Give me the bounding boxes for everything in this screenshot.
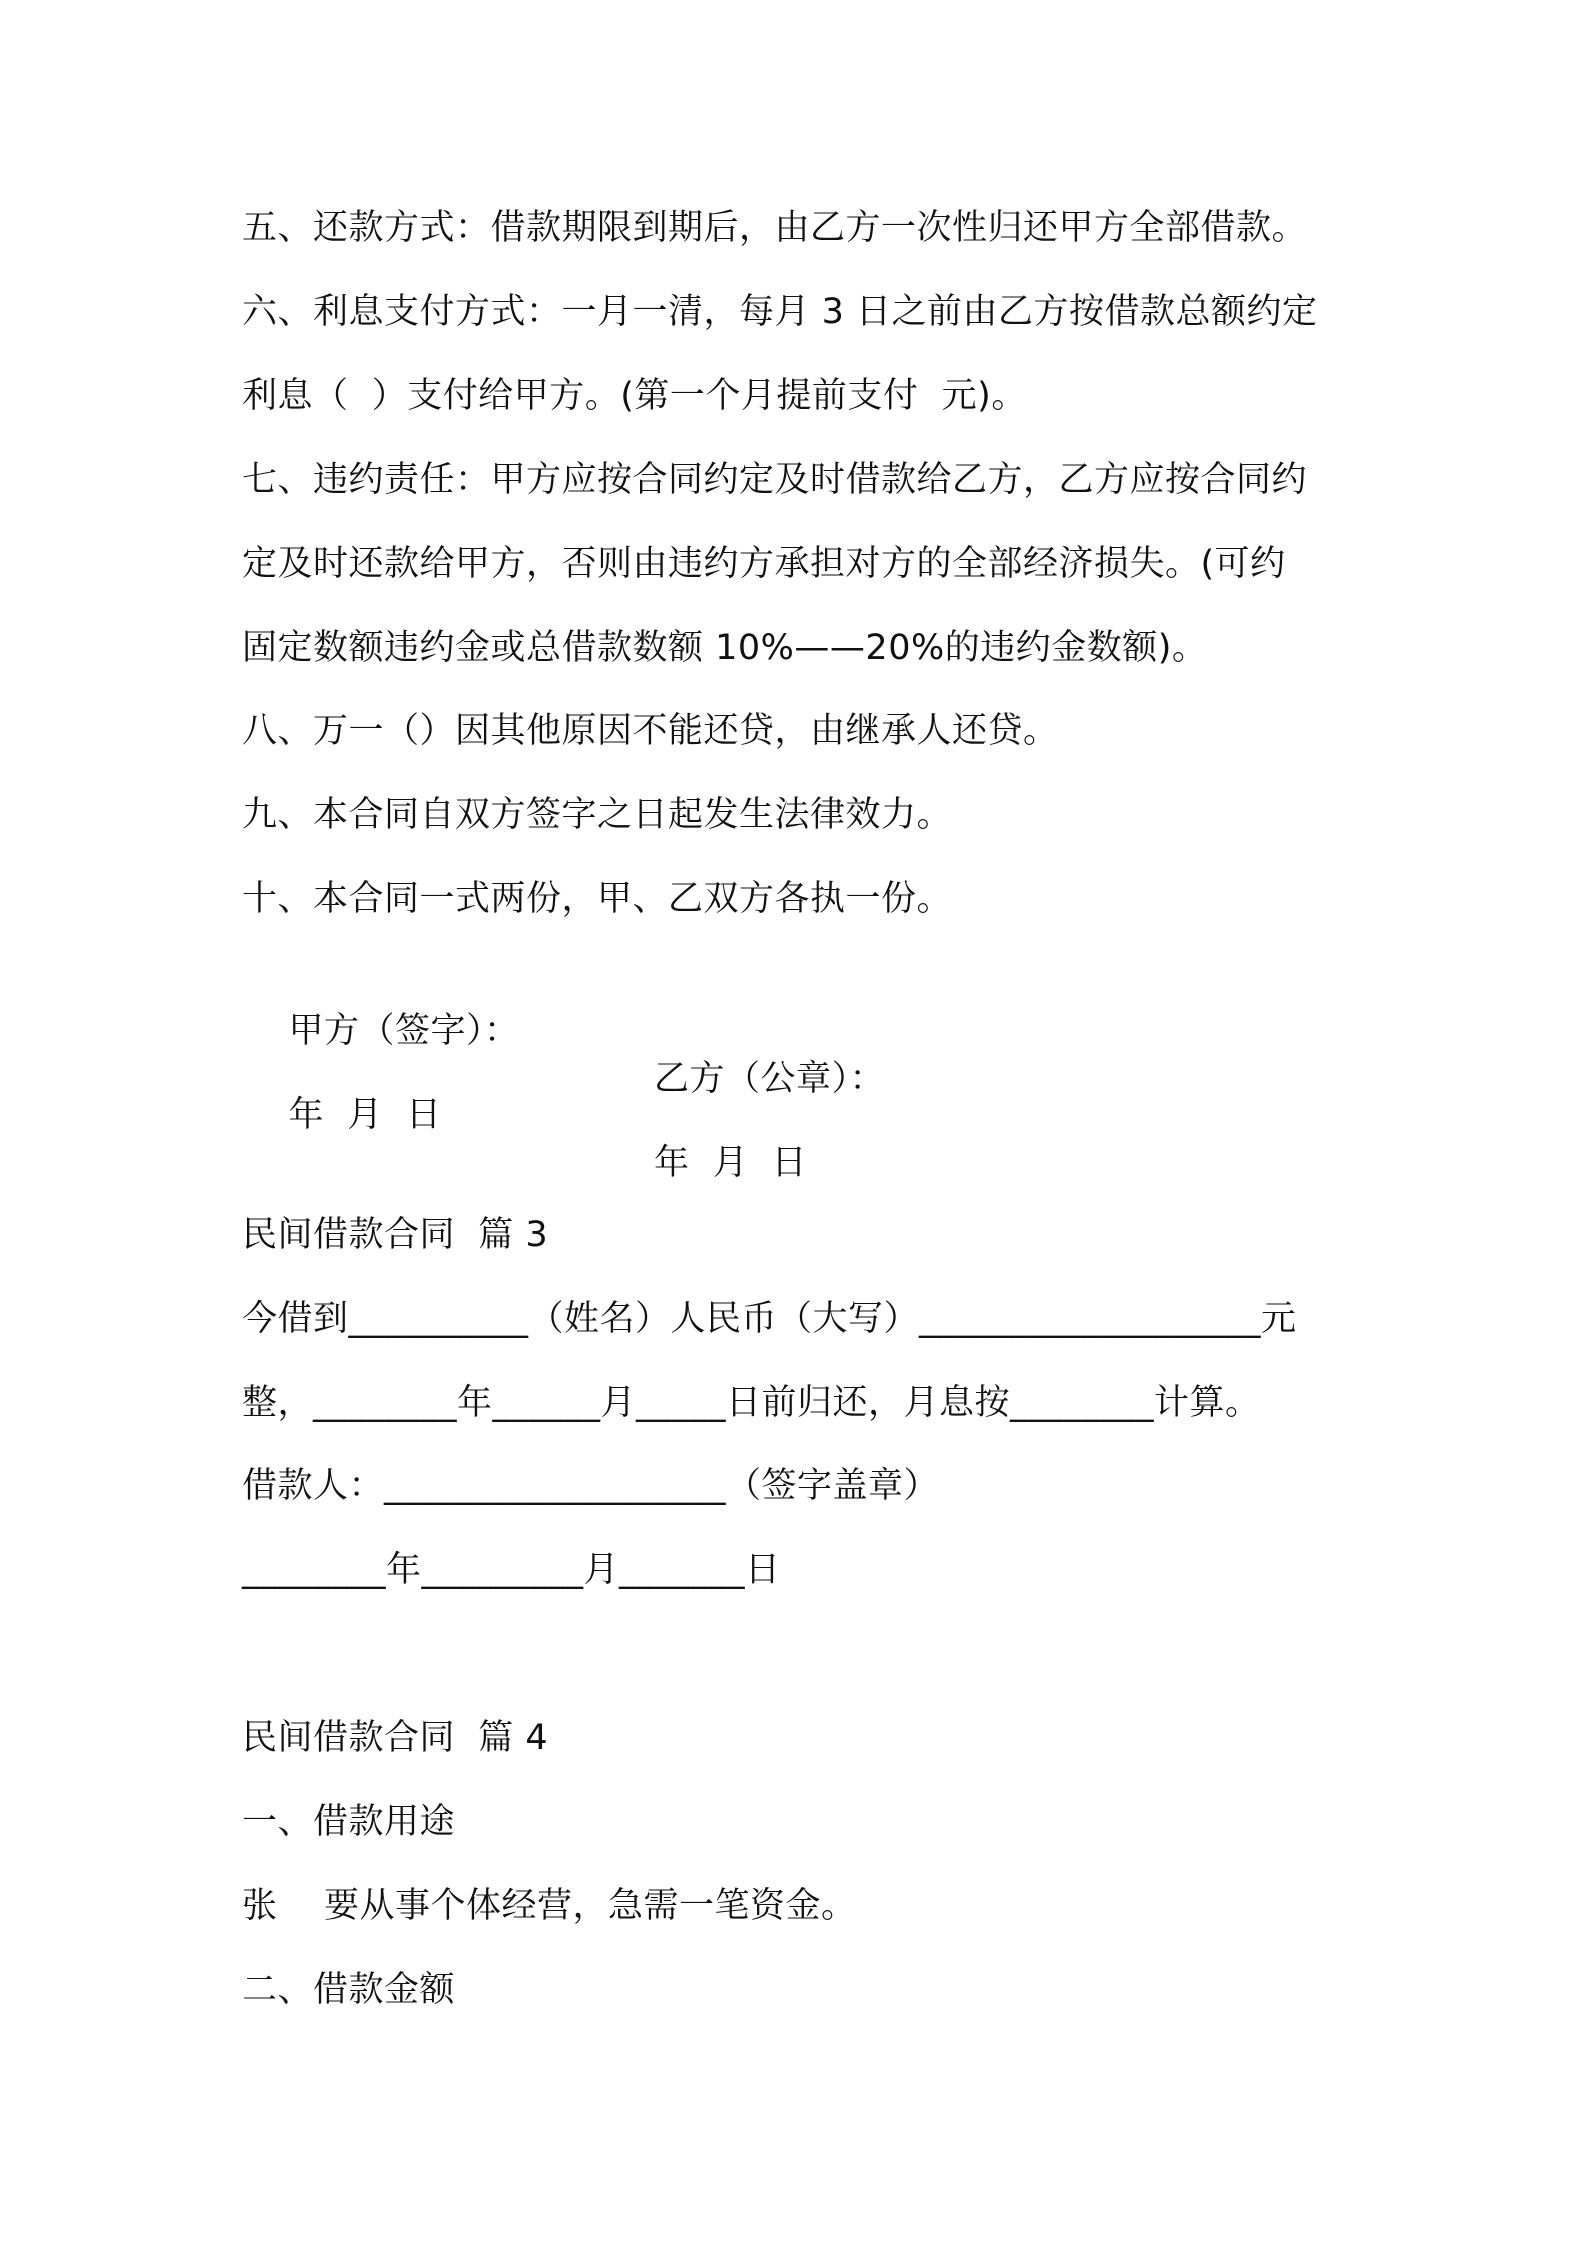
section-3-title: 民间借款合同 篇 3 bbox=[242, 1215, 549, 1255]
clause-6-interest: 六、利息支付方式：一月一清，每月 3 日之前由乙方按借款总额约定 bbox=[242, 292, 1318, 332]
clause-9: 九、本合同自双方签字之日起发生法律效力。 bbox=[242, 795, 953, 835]
clause-6-interest-cont: 利息（ ）支付给甲方。(第一个月提前支付 元)。 bbox=[242, 376, 1027, 416]
clause-10: 十、本合同一式两份，甲、乙双方各执一份。 bbox=[242, 879, 953, 919]
section-4-heading-amount: 二、借款金额 bbox=[242, 1970, 456, 2010]
section-4-purpose-text: 张 要从事个体经营，急需一笔资金。 bbox=[242, 1886, 857, 1926]
party-a-signature-label: 甲方（签字）： bbox=[288, 1011, 520, 1051]
clause-5-repayment: 五、还款方式：借款期限到期后，由乙方一次性归还甲方全部借款。 bbox=[242, 208, 1308, 248]
party-a-date: 年 月 日 bbox=[288, 1095, 442, 1135]
section-4-title: 民间借款合同 篇 4 bbox=[242, 1718, 549, 1758]
clause-7-breach-cont2: 固定数额违约金或总借款数额 10%——20%的违约金数额)。 bbox=[242, 628, 1208, 668]
section-3-date: ________年_________月_______日 bbox=[242, 1550, 781, 1590]
party-b-seal-label: 乙方（公章）： bbox=[654, 1059, 886, 1099]
section-3-line-1: 今借到__________（姓名）人民币（大写）___________________元 bbox=[242, 1299, 1297, 1339]
clause-8: 八、万一（）因其他原因不能还贷，由继承人还贷。 bbox=[242, 711, 1059, 751]
section-3-line-2: 整，________年______月_____日前归还，月息按________计算。 bbox=[242, 1383, 1261, 1423]
clause-7-breach-cont: 定及时还款给甲方，否则由违约方承担对方的全部经济损失。(可约 bbox=[242, 544, 1286, 584]
section-4-heading-purpose: 一、借款用途 bbox=[242, 1802, 456, 1842]
party-b-date: 年 月 日 bbox=[654, 1143, 808, 1183]
clause-7-breach: 七、违约责任：甲方应按合同约定及时借款给乙方，乙方应按合同约 bbox=[242, 460, 1308, 500]
section-3-borrower: 借款人：___________________（签字盖章） bbox=[242, 1466, 940, 1506]
